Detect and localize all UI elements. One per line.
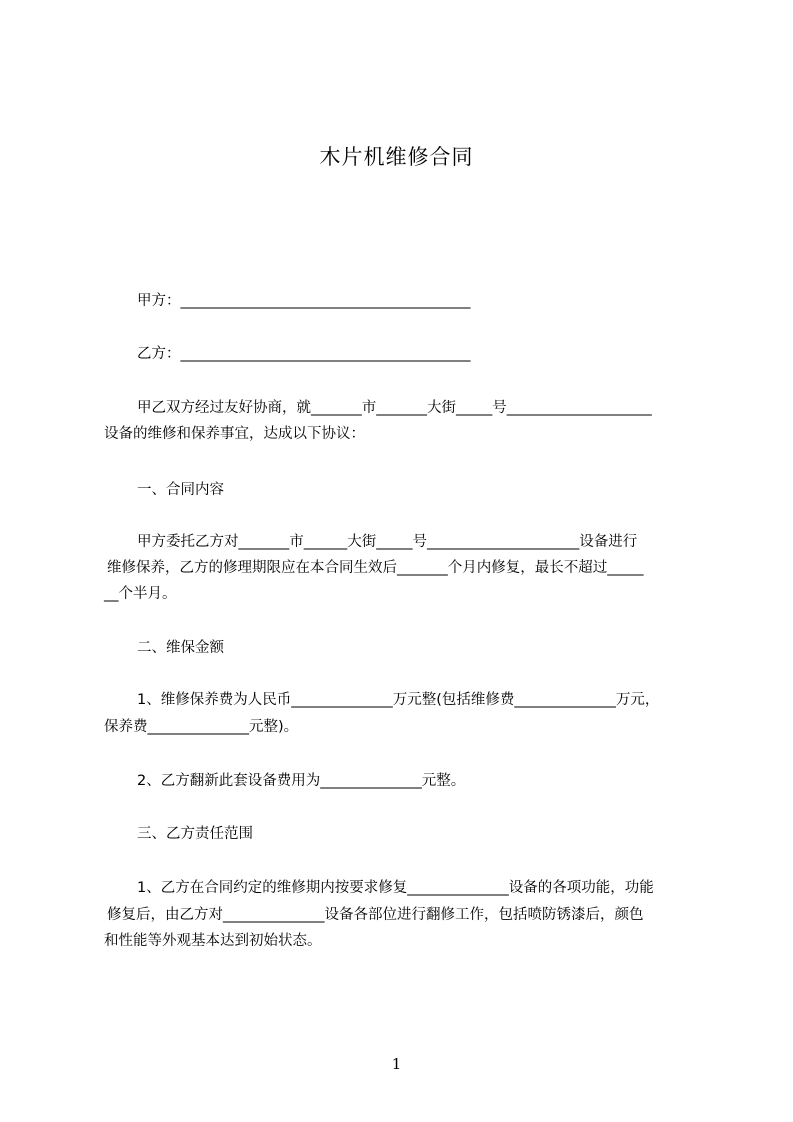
intro-paragraph-line-2: 设备的维修和保养事宜，达成以下协议： bbox=[104, 426, 365, 442]
section-2-paragraph-1-line-1: 1、维修保养费为人民币______________万元整(包括维修费______________万元， bbox=[137, 692, 660, 708]
contract-title: 木片机维修合同 bbox=[319, 145, 474, 169]
section-2-heading: 二、维保金额 bbox=[137, 640, 224, 656]
party-a-line: 甲方：________________________________________ bbox=[137, 293, 471, 309]
section-2-paragraph-1-line-2: 保养费______________元整)。 bbox=[104, 719, 299, 735]
section-1-paragraph-line-1: 甲方委托乙方对_______市______大街_____号_____________________设备进行 bbox=[137, 534, 638, 550]
page-number: 1 bbox=[391, 1055, 402, 1073]
section-3-heading: 三、乙方责任范围 bbox=[137, 826, 253, 842]
party-b-line: 乙方：________________________________________ bbox=[137, 346, 471, 362]
section-2-paragraph-2: 2、乙方翻新此套设备费用为______________元整。 bbox=[137, 773, 466, 789]
section-3-paragraph-line-3: 和性能等外观基本达到初始状态。 bbox=[104, 933, 322, 949]
section-1-paragraph-line-3: __个半月。 bbox=[104, 586, 177, 602]
intro-paragraph-line-1: 甲乙双方经过友好协商，就_______市_______大街_____号____________________ bbox=[137, 400, 652, 416]
section-3-paragraph-line-1: 1、乙方在合同约定的维修期内按要求修复______________设备的各项功能，功能 bbox=[137, 880, 654, 896]
section-1-heading: 一、合同内容 bbox=[137, 482, 224, 498]
section-1-paragraph-line-2: 维修保养，乙方的修理期限应在本合同生效后_______个月内修复，最长不超过_____ bbox=[107, 560, 644, 576]
section-3-paragraph-line-2: 修复后，由乙方对______________设备各部位进行翻修工作，包括喷防锈漆后，颜色 bbox=[107, 907, 644, 923]
